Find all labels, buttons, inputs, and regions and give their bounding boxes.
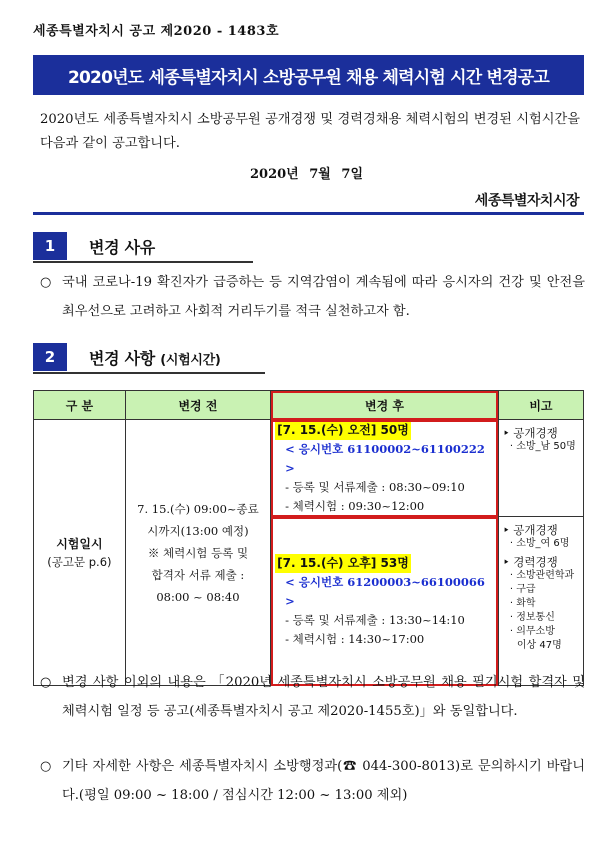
section-2-title-main: 변경 사항: [89, 348, 155, 368]
after-morning-item: - 등록 및 서류제출 : 08:30~09:10: [285, 479, 465, 494]
after-afternoon-heading: [7. 15.(수) 오후] 53명: [275, 554, 411, 573]
remark-line: · 구급: [509, 584, 536, 595]
remark-line: · 소방_여 6명: [509, 538, 570, 549]
header-category: 구 분: [34, 391, 126, 420]
issuer-name: 세종특별자치시장: [474, 193, 579, 209]
remark-line: ‣ 경력경쟁: [502, 555, 558, 569]
before-line: 7. 15.(수) 09:00~종료: [137, 501, 259, 516]
remark-line: · 화학: [509, 598, 536, 609]
bullet-circle: ○: [40, 675, 52, 690]
issuer-divider: [33, 212, 584, 215]
section-1-heading: [33, 232, 584, 260]
notice-date: 2020년 7월 7일: [250, 167, 363, 182]
section-1-underline: [33, 261, 253, 263]
section-2-heading: [33, 343, 584, 371]
before-line: 08:00 ~ 08:40: [156, 589, 240, 604]
page-title: 2020년도 세종특별자치시 소방공무원 채용 체력시험 시간 변경공고: [33, 55, 584, 95]
before-line: ※ 체력시험 등록 및: [147, 545, 249, 560]
after-morning-number-range: < 응시번호 61100002~61100222 >: [285, 441, 485, 475]
after-morning-heading: [7. 15.(수) 오전] 50명: [275, 421, 411, 440]
reason-text: 국내 코로나-19 확진자가 급증하는 등 지역감염이 계속됨에 따라 응시자의 건강 및 안전을 최우선으로 고려하고 사회적 거리두기를 적극 실천하고자 함.: [62, 275, 585, 319]
remark-line: · 소방관련학과: [509, 570, 575, 581]
remark-line: · 의무소방: [509, 626, 555, 637]
table-row: [34, 420, 584, 517]
after-afternoon-item: - 등록 및 서류제출 : 13:30~14:10: [285, 612, 465, 627]
footer-text-1: 변경 사항 이외의 내용은 「2020년 세종특별자치시 소방공무원 채용 필기시험 합격자 및 체력시험 일정 등 공고(세종특별자치시 공고 제2020-1455호)」와 동일합니다.: [62, 675, 585, 719]
remark-line: 이상 47명: [516, 640, 562, 651]
after-cell-morning: [271, 420, 499, 517]
remark-line: · 소방_남 50명: [509, 441, 576, 452]
remark-line: ‣ 공개경쟁: [502, 426, 558, 440]
intro-paragraph: 2020년도 세종특별자치시 소방공무원 공개경쟁 및 경력경채용 체력시험의 변경된 시험시간을 다음과 같이 공고합니다.: [40, 112, 580, 151]
header-after: 변경 후: [271, 391, 499, 420]
schedule-table: [33, 390, 584, 686]
before-line: 합격자 서류 제출 :: [151, 567, 245, 582]
footer-text-2: 기타 자세한 사항은 세종특별자치시 소방행정과(☎ 044-300-8013)로 문의하시기 바랍니다.(평일 09:00 ~ 18:00 / 점심시간 12:00 ~ 13:00 제외): [62, 759, 585, 803]
category-cell: [34, 420, 126, 686]
footer-paragraph-2: [40, 752, 585, 810]
footer-paragraph-1: [40, 668, 585, 726]
section-2-title: [89, 346, 221, 369]
notice-number: 세종특별자치시 공고 제2020 - 1483호: [33, 24, 280, 39]
table-header-row: [34, 391, 584, 420]
before-line: 시까지(13:00 예정): [147, 523, 249, 538]
category-sub: (공고문 p.6): [47, 554, 112, 569]
section-1-title: 변경 사유: [89, 237, 155, 257]
header-before: 변경 전: [125, 391, 270, 420]
remarks-cell-afternoon: [498, 517, 583, 686]
after-morning-item: - 체력시험 : 09:30~12:00: [285, 498, 425, 513]
after-cell-afternoon: [271, 517, 499, 686]
section-2-title-sub: (시험시간): [160, 352, 221, 368]
section-1-number: 1: [33, 232, 67, 260]
before-cell: [125, 420, 270, 686]
remarks-cell-morning: [498, 420, 583, 517]
after-afternoon-item: - 체력시험 : 14:30~17:00: [285, 631, 425, 646]
remark-line: ‣ 공개경쟁: [502, 523, 558, 537]
section-1-paragraph: [40, 268, 585, 326]
bullet-circle: ○: [40, 759, 52, 774]
header-remarks: 비고: [498, 391, 583, 420]
section-2-underline: [33, 372, 265, 374]
bullet-circle: ○: [40, 275, 52, 290]
section-2-number: 2: [33, 343, 67, 371]
category-main: 시험일시: [56, 536, 103, 551]
after-afternoon-number-range: < 응시번호 61200003~66100066 >: [285, 574, 485, 608]
remark-line: · 정보통신: [509, 612, 555, 623]
